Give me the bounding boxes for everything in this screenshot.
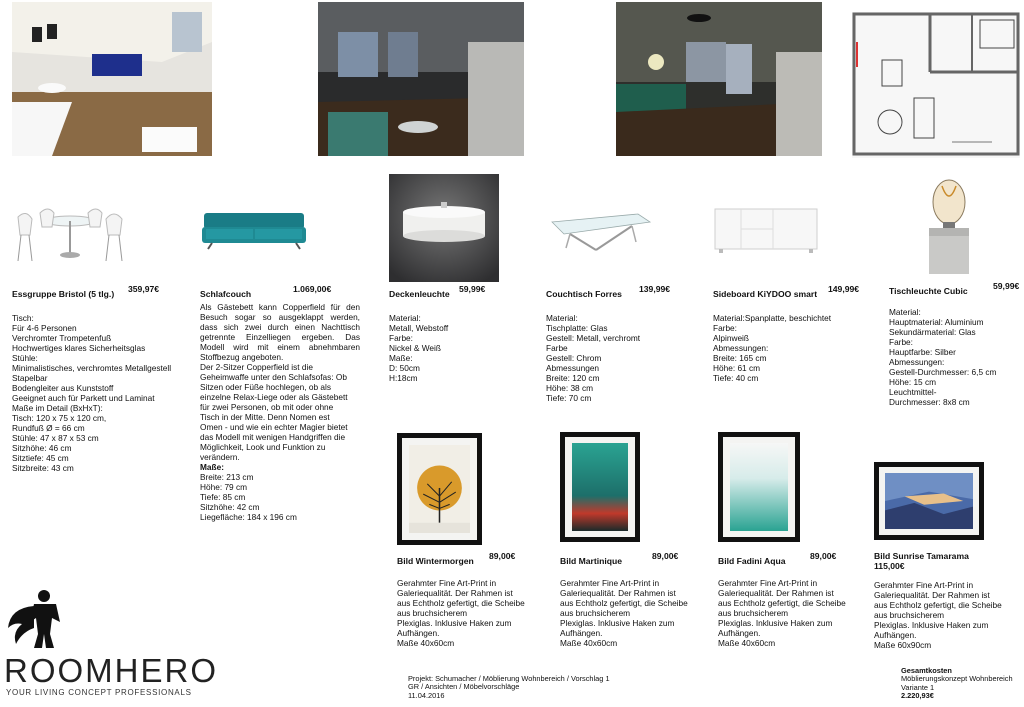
tischleuchte-price: 59,99€: [993, 281, 1020, 291]
deckenleuchte-desc: Material: Metall, Webstoff Farbe: Nickel & Weiß Maße: D: 50cm H:18cm: [389, 313, 449, 383]
total-label: Gesamtkosten: [901, 666, 952, 675]
render-wohnbereich-2: [318, 2, 524, 156]
schlafcouch-image: [202, 211, 306, 251]
martinique-title: Bild Martinique: [560, 556, 623, 566]
sideboard-block: [713, 284, 873, 383]
fadini-title: Bild Fadini Aqua: [718, 556, 786, 566]
essgruppe-image: [12, 205, 127, 267]
total-value: 2.220,93€: [901, 691, 934, 701]
martinique-block: [560, 551, 700, 648]
essgruppe-desc: Tisch: Für 4-6 Personen Verchromter Trompetenfuß Hochwertiges klares Sicherheitsglas Stühle: Minimalistisches, verchromtes Metallgestell Stapelbar Bodengleiter aus Kunststoff Geeignet auch für Parkett und Laminat Maße im Detail (BxHxT): Tisch: 120 x 75 x 120 cm, Rundfuß Ø = 66 cm Stühle: 47 x 87 x 53 cm Sitzhöhe: 46 cm Sitztiefe: 45 cm Sitzbreite: 43 cm: [12, 313, 172, 473]
sunrise-frame: [874, 462, 984, 540]
tischleuchte-title: Tischleuchte Cubic: [889, 286, 968, 296]
footer-projekt: Projekt: Schumacher / Möblierung Wohnbereich / Vorschlag 1 GR / Ansichten / Möbelvorschläge 11.04.2016: [408, 674, 610, 700]
schlafcouch-desc-a: Als Gästebett kann Copperfield für den Besuch sogar so ausgeklappt werden, dass sich zwei durch einen Nachttisch getrennte Einzelliegen ergeben. Das Modell wird mit einem abnehmbaren Stoffbezug angeboten.: [200, 302, 360, 362]
logo-brand: ROOMHERO: [4, 652, 218, 689]
tischleuchte-desc: Material: Hauptmaterial: Aluminium Sekundärmaterial: Glas Farbe: Hauptfarbe: Silber Abmessungen: Gestell-Durchmesser: 6,5 cm Höhe: 15 cm Leuchtmittel- Durchmesser: 8x8 cm: [889, 307, 997, 407]
schlafcouch-masse-label: Maße:: [200, 462, 224, 472]
render-image-1: [12, 2, 212, 156]
grundriss: [852, 12, 1020, 158]
roomhero-logo: [4, 588, 218, 700]
wintermorgen-price: 89,00€: [489, 551, 516, 561]
fadini-price: 89,00€: [810, 551, 837, 561]
wintermorgen-title: Bild Wintermorgen: [397, 556, 474, 566]
fadini-art: [730, 443, 788, 531]
martinique-desc: Gerahmter Fine Art-Print in Galeriequalität. Der Rahmen ist aus Echtholz gefertigt, die Scheibe aus bruchsicherem Plexiglas. Inklusive Haken zum Aufhängen. Maße 40x60cm: [560, 578, 688, 648]
martinique-art: [572, 443, 628, 531]
schlafcouch-price: 1.069,00€: [293, 284, 332, 294]
couchtisch-price: 139,99€: [639, 284, 671, 294]
sideboard-title: Sideboard KiYDOO smart: [713, 289, 818, 299]
sunrise-price: 115,00€: [874, 561, 905, 571]
sunrise-art: [885, 473, 973, 529]
deckenleuchte-title: Deckenleuchte: [389, 289, 450, 299]
schlafcouch-masse: Breite: 213 cm Höhe: 79 cm Tiefe: 85 cm Sitzhöhe: 42 cm Liegefläche: 184 x 196 cm: [200, 472, 297, 522]
sunrise-title: Bild Sunrise Tamarama: [874, 551, 969, 561]
couchtisch-image: [546, 212, 654, 254]
wintermorgen-art: [409, 445, 470, 533]
essgruppe-price: 359,97€: [128, 284, 160, 294]
couchtisch-desc: Material: Tischplatte: Glas Gestell: Metall, verchromt Farbe Gestell: Chrom Abmessungen Breite: 120 cm Höhe: 38 cm Tiefe: 70 cm: [546, 313, 641, 403]
tischleuchte-block: [889, 281, 1021, 407]
essgruppe-title: Essgruppe Bristol (5 tlg.): [12, 289, 115, 299]
render-wohnbereich-3: [616, 2, 822, 156]
deckenleuchte-block: [389, 284, 529, 383]
grundriss-plan: [852, 12, 1020, 158]
deckenleuchte-price: 59,99€: [459, 284, 486, 294]
footer-total: [901, 667, 1023, 701]
wintermorgen-block: [397, 551, 537, 648]
sunrise-desc: Gerahmter Fine Art-Print in Galeriequalität. Der Rahmen ist aus Echtholz gefertigt, die Scheibe aus bruchsicherem Plexiglas. Inklusive Haken zum Aufhängen. Maße 60x90cm: [874, 580, 1002, 650]
wintermorgen-desc: Gerahmter Fine Art-Print in Galeriequalität. Der Rahmen ist aus Echtholz gefertigt, die Scheibe aus bruchsicherem Plexiglas. Inklusive Haken zum Aufhängen. Maße 40x60cm: [397, 578, 525, 648]
essgruppe-block: [12, 284, 192, 473]
schlafcouch-desc-b: Der 2-Sitzer Copperfield ist die Geheimwaffe unter den Schlafsofas: Ob Sitzen oder Füße hochlegen, ob als einzelne Relax-Liege oder als Gästebett für zwei Personen, ob mit oder ohne Tisch in der Mitte. Denn Nomen est Omen - und wie ein echter Magier bietet das Modell mit wenigen Handgriffen die Möglichkeit, Look und Funktion zu verändern.: [200, 362, 348, 462]
martinique-frame: [560, 432, 640, 542]
couchtisch-block: [546, 284, 696, 403]
wintermorgen-frame: [397, 433, 482, 545]
sideboard-image: [713, 207, 819, 255]
tischleuchte-image: [926, 176, 972, 276]
schlafcouch-title: Schlafcouch: [200, 289, 252, 299]
sideboard-price: 149,99€: [828, 284, 860, 294]
deckenleuchte-image: [389, 174, 499, 282]
logo-tagline: YOUR LIVING CONCEPT PROFESSIONALS: [6, 688, 192, 697]
fadini-block: [718, 551, 858, 648]
render-image-2: [318, 2, 524, 156]
total-sub: Möblierungskonzept Wohnbereich Variante 1: [901, 674, 1013, 692]
fadini-desc: Gerahmter Fine Art-Print in Galeriequalität. Der Rahmen ist aus Echtholz gefertigt, die Scheibe aus bruchsicherem Plexiglas. Inklusive Haken zum Aufhängen. Maße 40x60cm: [718, 578, 846, 648]
martinique-price: 89,00€: [652, 551, 679, 561]
fadini-frame: [718, 432, 800, 542]
sideboard-desc: Material:Spanplatte, beschichtet Farbe: Alpinweiß Abmessungen: Breite: 165 cm Höhe: 61 cm Tiefe: 40 cm: [713, 313, 832, 383]
schlafcouch-block: [200, 284, 360, 522]
hero-silhouette-icon: [4, 588, 74, 650]
sunrise-block: [874, 551, 1019, 650]
couchtisch-title: Couchtisch Forres: [546, 289, 622, 299]
render-image-3: [616, 2, 822, 156]
render-wohnbereich-1: [12, 2, 212, 156]
